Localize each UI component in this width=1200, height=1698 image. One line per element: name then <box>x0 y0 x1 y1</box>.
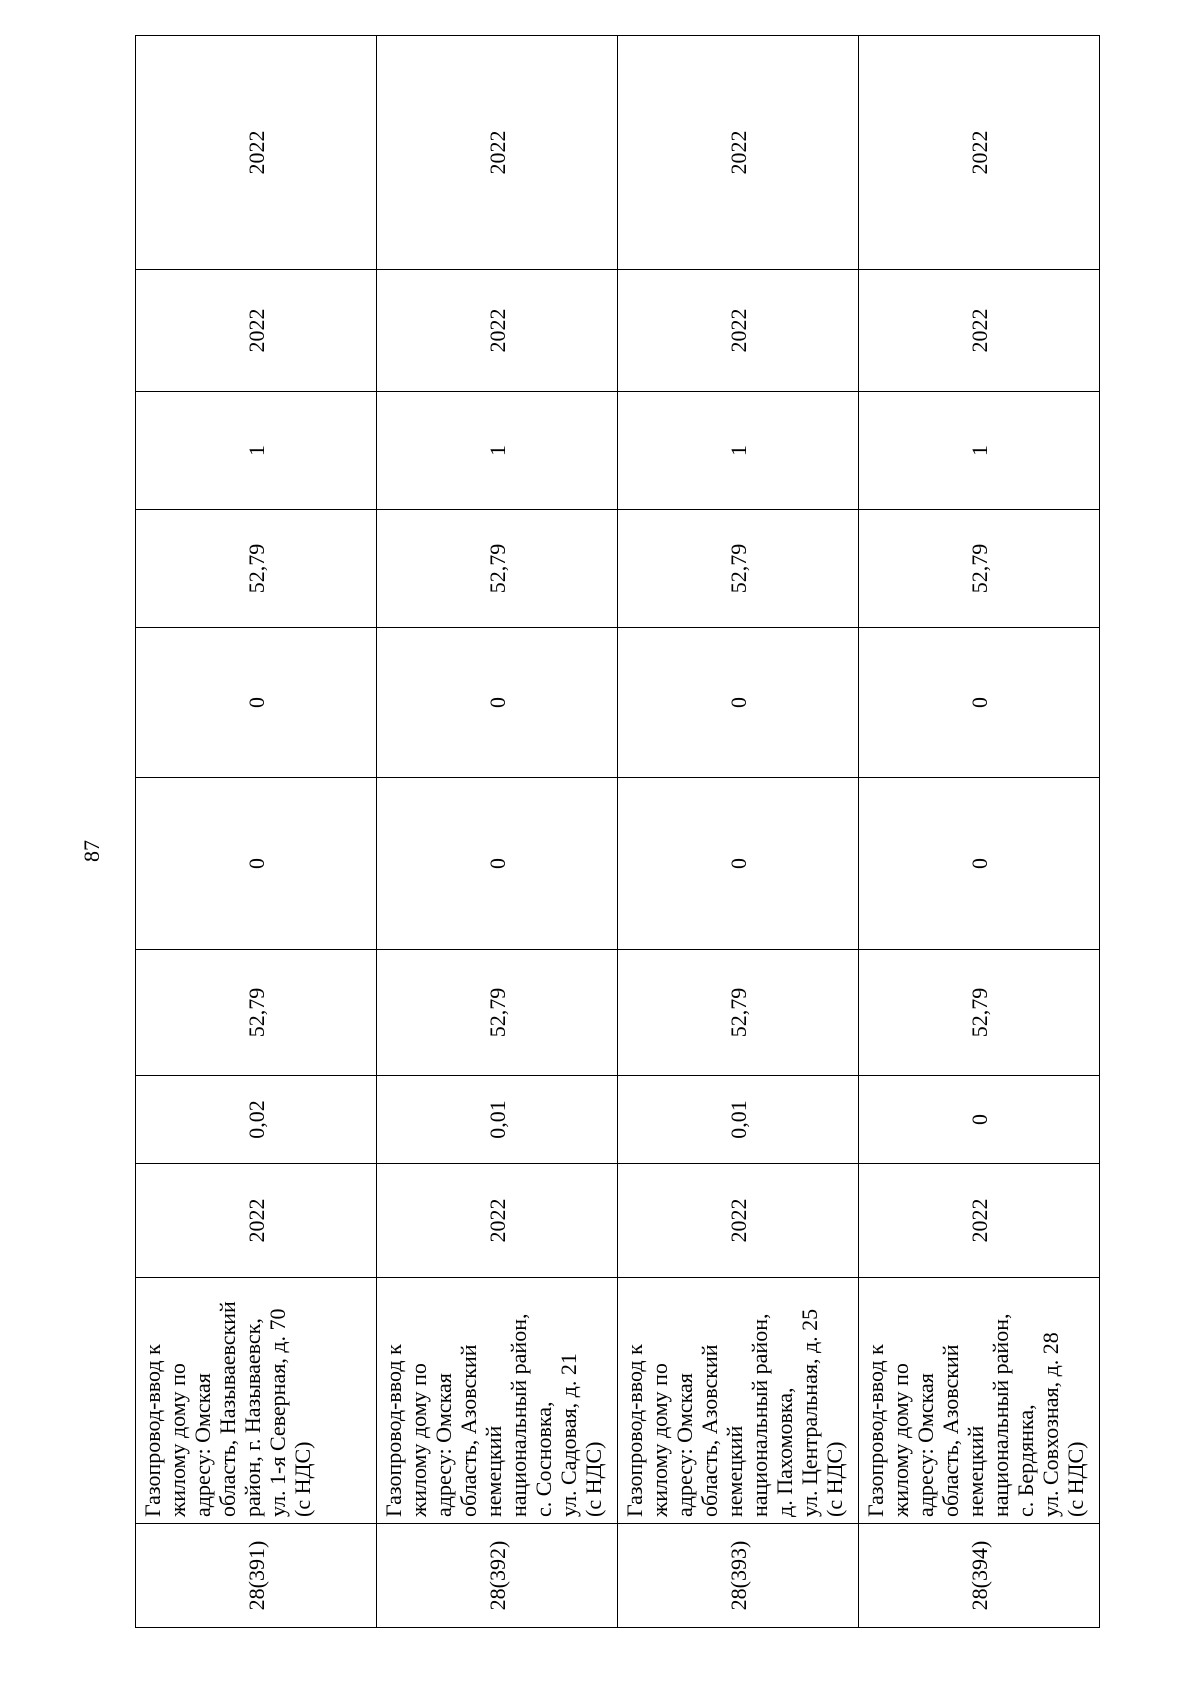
object-description <box>618 1278 859 1524</box>
description-line: Газопровод-ввод к <box>863 1344 888 1517</box>
value-cell: 1 <box>377 392 618 510</box>
description-line: жилому дому по <box>888 1363 913 1517</box>
description-line: область, Азовский <box>697 1344 722 1517</box>
row-id: 28(394) <box>859 1524 1100 1628</box>
value-cell: 0 <box>859 628 1100 778</box>
value-cell: 0 <box>859 1076 1100 1164</box>
description-line: адресу: Омская <box>672 1373 697 1517</box>
description-line: немецкий <box>722 1425 747 1517</box>
rotated-table-container <box>135 36 1099 1628</box>
description-line: (с НДС) <box>822 1441 847 1517</box>
description-line: Газопровод-ввод к <box>381 1344 406 1517</box>
row-id: 28(392) <box>377 1524 618 1628</box>
description-line: адресу: Омская <box>431 1373 456 1517</box>
description-line: ул. Центральная, д. 25 <box>797 1308 822 1517</box>
description-line: ул. Совхозная, д. 28 <box>1038 1332 1063 1517</box>
description-line: национальный район, <box>988 1313 1013 1517</box>
value-cell: 52,79 <box>859 950 1100 1076</box>
description-line: д. Пахомовка, <box>772 1387 797 1517</box>
value-cell: 0 <box>859 778 1100 950</box>
value-cell: 52,79 <box>377 510 618 628</box>
description-line: немецкий <box>963 1425 988 1517</box>
object-description <box>377 1278 618 1524</box>
description-line: с. Сосновка, <box>531 1401 556 1517</box>
year-cell: 2022 <box>859 36 1100 270</box>
value-cell: 1 <box>859 392 1100 510</box>
year-cell: 2022 <box>618 270 859 392</box>
description-line: Газопровод-ввод к <box>622 1344 647 1517</box>
value-cell: 52,79 <box>136 950 377 1076</box>
value-cell: 0 <box>377 628 618 778</box>
year-cell: 2022 <box>618 1164 859 1278</box>
description-line: адресу: Омская <box>190 1373 215 1517</box>
year-cell: 2022 <box>136 1164 377 1278</box>
project-table <box>135 35 1100 1628</box>
description-line: адресу: Омская <box>913 1373 938 1517</box>
value-cell: 0 <box>136 628 377 778</box>
description-line: район, г. Называевск, <box>240 1318 265 1517</box>
value-cell: 0 <box>618 628 859 778</box>
year-cell: 2022 <box>377 36 618 270</box>
value-cell: 0 <box>136 778 377 950</box>
value-cell: 0 <box>618 778 859 950</box>
description-line: область, Азовский <box>456 1344 481 1517</box>
row-id: 28(391) <box>136 1524 377 1628</box>
year-cell: 2022 <box>859 270 1100 392</box>
year-cell: 2022 <box>136 36 377 270</box>
value-cell: 0 <box>377 778 618 950</box>
row-id: 28(393) <box>618 1524 859 1628</box>
table-row <box>377 36 618 1628</box>
object-description <box>859 1278 1100 1524</box>
value-cell: 1 <box>136 392 377 510</box>
value-cell: 52,79 <box>618 950 859 1076</box>
value-cell: 52,79 <box>136 510 377 628</box>
description-line: жилому дому по <box>165 1363 190 1517</box>
description-line: (с НДС) <box>1063 1441 1088 1517</box>
description-line: область, Азовский <box>938 1344 963 1517</box>
value-cell: 52,79 <box>859 510 1100 628</box>
table-row <box>136 36 377 1628</box>
description-line: национальный район, <box>506 1313 531 1517</box>
description-line: (с НДС) <box>581 1441 606 1517</box>
year-cell: 2022 <box>618 36 859 270</box>
value-cell: 0,01 <box>618 1076 859 1164</box>
description-line: жилому дому по <box>406 1363 431 1517</box>
table-row <box>859 36 1100 1628</box>
value-cell: 52,79 <box>377 950 618 1076</box>
description-line: с. Бердянка, <box>1013 1404 1038 1517</box>
object-description <box>136 1278 377 1524</box>
year-cell: 2022 <box>136 270 377 392</box>
value-cell: 0,01 <box>377 1076 618 1164</box>
year-cell: 2022 <box>377 1164 618 1278</box>
description-line: Газопровод-ввод к <box>140 1344 165 1517</box>
description-line: область, Называевский <box>215 1301 240 1517</box>
year-cell: 2022 <box>377 270 618 392</box>
description-line: (с НДС) <box>290 1441 315 1517</box>
description-line: ул. 1-я Северная, д. 70 <box>265 1308 290 1517</box>
value-cell: 52,79 <box>618 510 859 628</box>
table-row <box>618 36 859 1628</box>
description-line: немецкий <box>481 1425 506 1517</box>
year-cell: 2022 <box>859 1164 1100 1278</box>
description-line: национальный район, <box>747 1313 772 1517</box>
value-cell: 0,02 <box>136 1076 377 1164</box>
value-cell: 1 <box>618 392 859 510</box>
table-body <box>136 36 1100 1628</box>
description-line: жилому дому по <box>647 1363 672 1517</box>
description-line: ул. Садовая, д. 21 <box>556 1353 581 1517</box>
page-number: 87 <box>79 840 104 862</box>
